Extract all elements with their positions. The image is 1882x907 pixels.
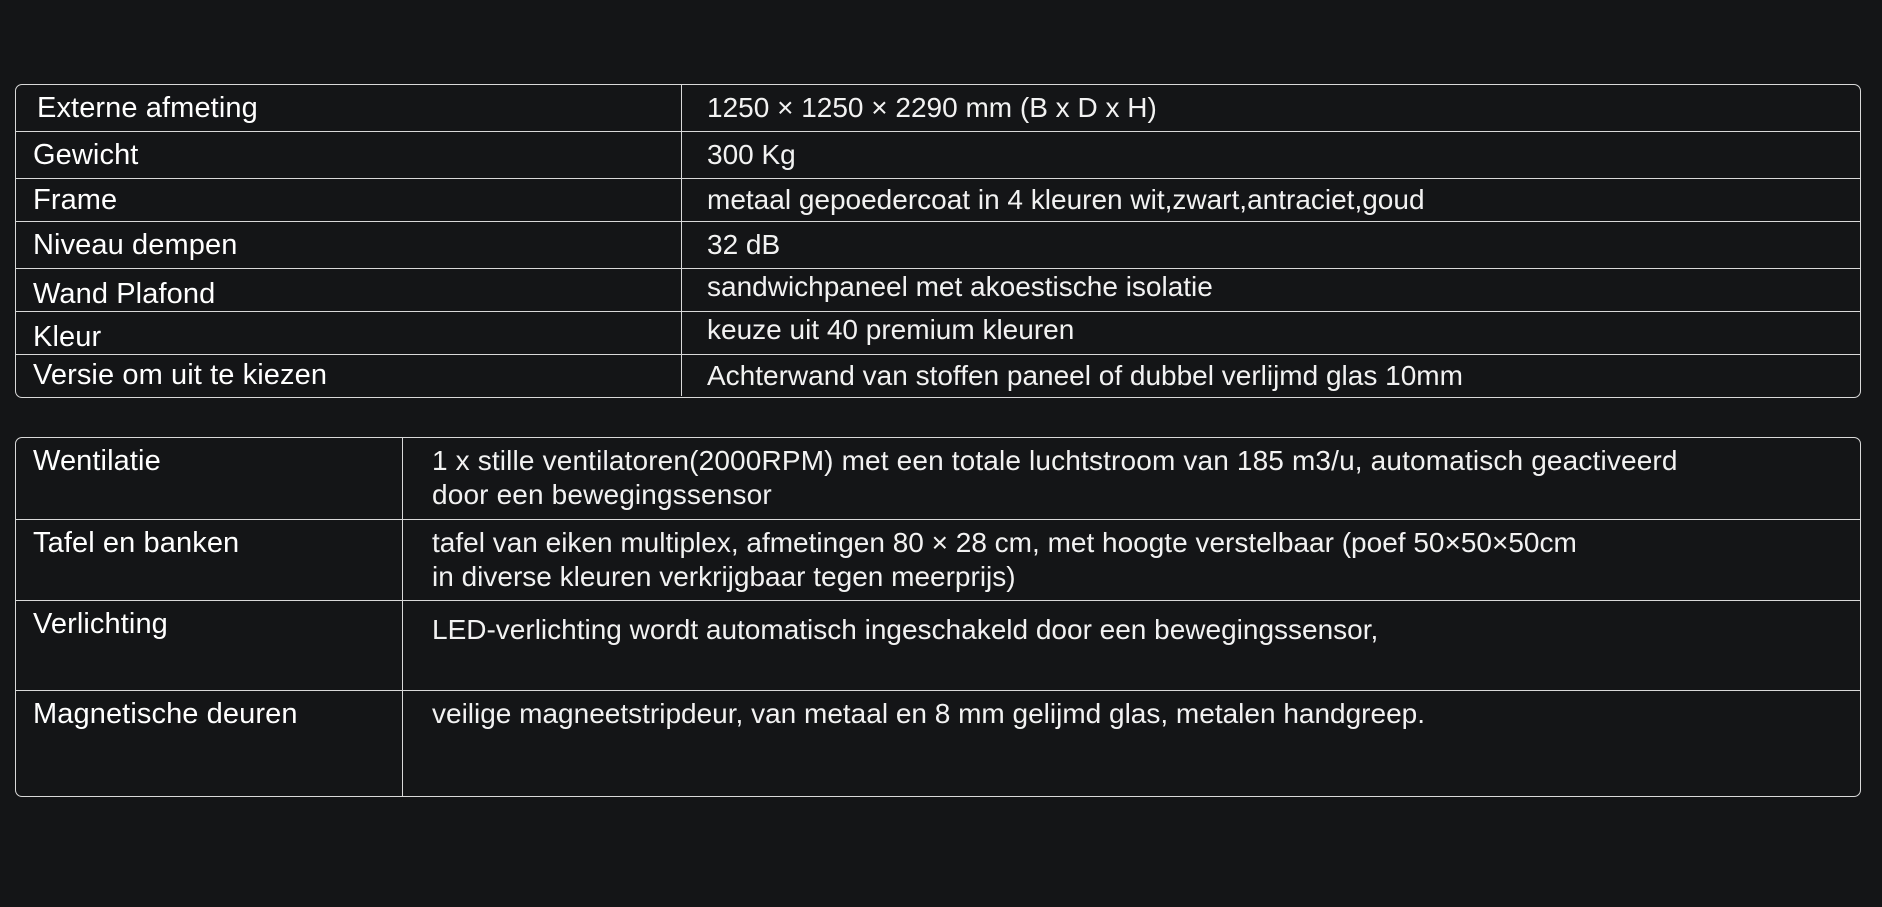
row-value-line: LED-verlichting wordt automatisch ingeschakeld door een bewegingssensor, <box>432 614 1379 645</box>
row-value <box>403 438 1678 519</box>
table-row <box>16 438 1860 520</box>
row-label: Frame <box>16 179 682 221</box>
row-label: Niveau dempen <box>16 222 682 268</box>
row-value: 1250 × 1250 × 2290 mm (B x D x H) <box>707 92 1157 123</box>
row-value: Achterwand van stoffen paneel of dubbel verlijmd glas 10mm <box>707 359 1463 391</box>
table-row <box>16 85 1860 132</box>
row-label: Tafel en banken <box>16 520 403 600</box>
table-row <box>16 355 1860 396</box>
row-label: Versie om uit te kiezen <box>16 355 682 396</box>
table-row <box>16 312 1860 355</box>
row-label: Magnetische deuren <box>16 691 403 796</box>
row-value <box>403 601 1378 690</box>
row-value: 32 dB <box>707 229 781 260</box>
row-value-line: 1 x stille ventilatoren(2000RPM) met een totale luchtstroom van 185 m3/u, automatisch geactiveerd <box>432 445 1678 476</box>
row-label: Verlichting <box>16 601 403 690</box>
row-value-line: veilige magneetstripdeur, van metaal en 8 mm gelijmd glas, metalen handgreep. <box>432 698 1426 729</box>
row-value: sandwichpaneel met akoestische isolatie <box>707 271 1213 302</box>
table-row <box>16 520 1860 601</box>
table-row <box>16 132 1860 179</box>
row-value-line: tafel van eiken multiplex, afmetingen 80 × 28 cm, met hoogte verstelbaar (poef 50×50×50cm <box>432 527 1577 558</box>
row-value <box>403 691 1425 796</box>
row-value: keuze uit 40 premium kleuren <box>707 314 1075 345</box>
row-label: Wand Plafond <box>16 269 682 311</box>
table-row <box>16 691 1860 796</box>
row-value: metaal gepoedercoat in 4 kleuren wit,zwart,antraciet,goud <box>707 184 1425 215</box>
row-value-line: door een bewegingssensor <box>432 479 772 510</box>
features-table <box>15 437 1861 797</box>
row-value: 300 Kg <box>707 139 796 170</box>
row-value-line: in diverse kleuren verkrijgbaar tegen meerprijs) <box>432 561 1016 592</box>
specifications-table <box>15 84 1861 398</box>
table-row <box>16 179 1860 222</box>
table-row <box>16 269 1860 312</box>
row-value <box>403 520 1577 600</box>
row-label: Wentilatie <box>16 438 403 519</box>
table-row <box>16 222 1860 269</box>
table-row <box>16 601 1860 691</box>
row-label: Kleur <box>16 312 682 354</box>
row-label: Externe afmeting <box>16 85 682 131</box>
row-label: Gewicht <box>16 132 682 178</box>
